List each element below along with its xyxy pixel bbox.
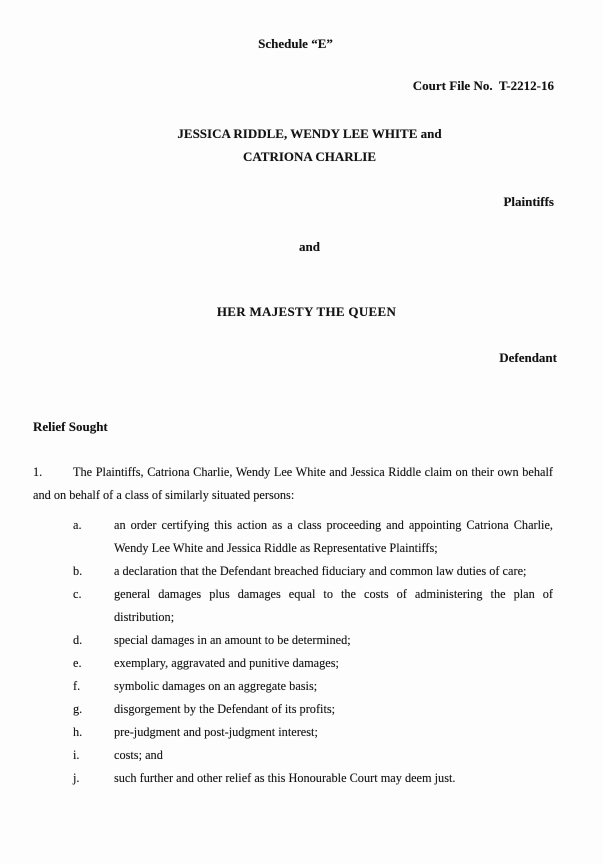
plaintiff-names-line2: CATRIONA CHARLIE bbox=[242, 149, 377, 164]
relief-item-i-letter: i. bbox=[73, 748, 80, 762]
plaintiffs-role-label: Plaintiffs bbox=[503, 194, 554, 209]
paragraph-1-text: The Plaintiffs, Catriona Charlie, Wendy Lee White and Jessica Riddle claim on their own behalf and on behalf of a class of similarly situated persons: bbox=[33, 465, 553, 502]
schedule-label: Schedule “E” bbox=[258, 36, 333, 51]
relief-item-f bbox=[73, 675, 553, 698]
relief-item-e bbox=[73, 652, 553, 675]
relief-item-d bbox=[73, 629, 553, 652]
relief-item-a-text: an order certifying this action as a class proceeding and appointing Catriona Charlie, Wendy Lee White and Jessica Riddle as Representative Plaintiffs; bbox=[114, 518, 553, 555]
relief-item-h-text: pre-judgment and post-judgment interest; bbox=[114, 725, 318, 739]
relief-item-j-text: such further and other relief as this Honourable Court may deem just. bbox=[114, 771, 456, 785]
relief-item-h bbox=[73, 721, 553, 744]
defendant-role-label: Defendant bbox=[499, 350, 557, 365]
relief-item-b bbox=[73, 560, 553, 583]
relief-item-a-letter: a. bbox=[73, 518, 82, 532]
conjunction-and: and bbox=[299, 239, 320, 254]
relief-item-i-text: costs; and bbox=[114, 748, 163, 762]
relief-item-d-letter: d. bbox=[73, 633, 83, 647]
relief-item-f-text: symbolic damages on an aggregate basis; bbox=[114, 679, 318, 693]
relief-item-h-letter: h. bbox=[73, 725, 83, 739]
defendant-name: HER MAJESTY THE QUEEN bbox=[216, 304, 397, 319]
relief-list bbox=[73, 514, 553, 790]
relief-item-c-letter: c. bbox=[73, 587, 82, 601]
paragraph-1-number: 1. bbox=[33, 465, 43, 479]
plaintiff-names-line1: JESSICA RIDDLE, WENDY LEE WHITE and bbox=[177, 126, 442, 141]
relief-item-b-text: a declaration that the Defendant breached fiduciary and common law duties of care; bbox=[114, 564, 527, 578]
relief-item-j-letter: j. bbox=[73, 771, 80, 785]
relief-item-c bbox=[73, 583, 553, 629]
relief-item-f-letter: f. bbox=[73, 679, 81, 693]
paragraph-1 bbox=[33, 461, 553, 506]
relief-item-g bbox=[73, 698, 553, 721]
relief-item-d-text: special damages in an amount to be determined; bbox=[114, 633, 351, 647]
relief-item-g-letter: g. bbox=[73, 702, 83, 716]
plaintiff-names bbox=[33, 122, 550, 168]
court-file-number: Court File No. T-2212-16 bbox=[412, 78, 554, 93]
relief-item-j bbox=[73, 767, 553, 790]
relief-item-g-text: disgorgement by the Defendant of its profits; bbox=[114, 702, 336, 716]
relief-item-i bbox=[73, 744, 553, 767]
relief-item-e-letter: e. bbox=[73, 656, 82, 670]
relief-item-a bbox=[73, 514, 553, 560]
relief-item-b-letter: b. bbox=[73, 564, 83, 578]
relief-sought-heading: Relief Sought bbox=[33, 419, 108, 434]
relief-item-c-text: general damages plus damages equal to the costs of administering the plan of distribution; bbox=[114, 587, 553, 624]
relief-item-e-text: exemplary, aggravated and punitive damages; bbox=[114, 656, 339, 670]
